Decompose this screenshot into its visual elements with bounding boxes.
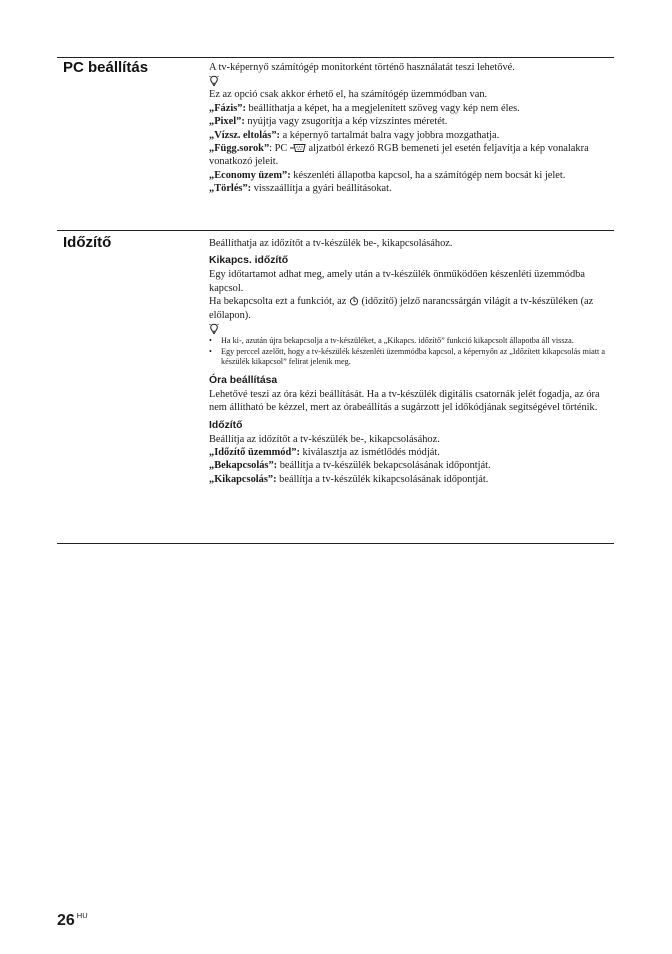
pc-item-torles: „Törlés”: visszaállítja a gyári beállításokat.: [209, 183, 392, 195]
section-title-pc: PC beállítás: [63, 59, 149, 76]
timer-section-body: [209, 237, 609, 486]
timer-indicator-icon: [349, 296, 359, 306]
timer-sub-intro: Beállítja az időzítőt a tv-készülék be-, kikapcsolásához.: [209, 433, 440, 445]
bottom-rule: [57, 543, 614, 544]
language-code: HU: [76, 911, 88, 920]
top-rule: [57, 57, 614, 58]
pc-item-fugg: „Függ.sorok”: PC aljzatból érkező RGB bemeneti jel esetén feljavítja a kép vonalakra vonatkozó jeleit.: [209, 143, 589, 168]
tip-lightbulb-icon: [209, 323, 219, 335]
tip-lightbulb-icon: [209, 75, 219, 87]
timer-item-mode: „Időzítő üzemmód”: kiválasztja az ismétlődés módját.: [209, 447, 440, 459]
pc-item-vizsz: „Vízsz. eltolás”: a képernyő tartalmát balra vagy jobbra mozgathatja.: [209, 129, 500, 141]
pc-intro: A tv-képernyő számítógép monitorként történő használatát teszi lehetővé.: [209, 62, 515, 73]
sleep-timer-notes: [209, 336, 609, 368]
section-divider: [57, 230, 614, 231]
timer-intro: Beállíthatja az időzítőt a tv-készülék be-, kikapcsolásához.: [209, 238, 453, 249]
pc-note: Ez az opció csak akkor érhető el, ha számítógép üzemmódban van.: [209, 89, 488, 101]
section-title-timer: Időzítő: [63, 234, 112, 251]
page-footer: [57, 911, 88, 930]
clock-set-text: Lehetővé teszi az óra kézi beállítását. Ha a tv-készülék digitális csatornák jelét fogadja, az óra nem állítható be kézzel, mert az órabeállítás a sugárzott jel időkódjának segítségével történik.: [209, 388, 600, 414]
sleep-timer-heading: Kikapcs. időzítő: [209, 255, 289, 267]
clock-set-heading: Óra beállítása: [209, 374, 278, 386]
pc-item-pixel: „Pixel”: nyújtja vagy zsugorítja a kép vízszintes méretét.: [209, 116, 448, 128]
pc-input-connector-icon: [290, 143, 306, 153]
pc-section-body: [209, 61, 609, 196]
list-item: • Egy perccel azelőtt, hogy a tv-készülék készenléti üzemmódba kapcsol, a képernyőn az „Időzített kikapcsolás miatt a készülék kikapcsol” felirat jelenik meg.: [209, 346, 605, 367]
timer-sub-heading: Időzítő: [209, 419, 243, 431]
sleep-timer-text: Egy időtartamot adhat meg, amely után a tv-készülék önműködően készenléti üzemmódba kapcsol.: [209, 269, 585, 294]
pc-item-fazis: „Fázis”: beállíthatja a képet, ha a megjelenített szöveg vagy kép nem éles.: [209, 102, 520, 114]
timer-item-on: „Bekapcsolás”: beállítja a tv-készülék bekapcsolásának időpontját.: [209, 460, 491, 472]
pc-item-economy: „Economy üzem”: készenléti állapotba kapcsol, ha a számítógép nem bocsát ki jelet.: [209, 169, 566, 181]
page-number: 26: [57, 912, 75, 929]
list-item: • Ha ki-, azután újra bekapcsolja a tv-készüléket, a „Kikapcs. időzítő” funkció kikapcsolt állapotba áll vissza.: [209, 336, 574, 346]
sleep-timer-indicator-text: Ha bekapcsolta ezt a funkciót, az (időzítő) jelző narancssárgán világít a tv-készüléken (az előlapon).: [209, 296, 594, 321]
timer-item-off: „Kikapcsolás”: beállítja a tv-készülék kikapcsolásának időpontját.: [209, 473, 489, 485]
